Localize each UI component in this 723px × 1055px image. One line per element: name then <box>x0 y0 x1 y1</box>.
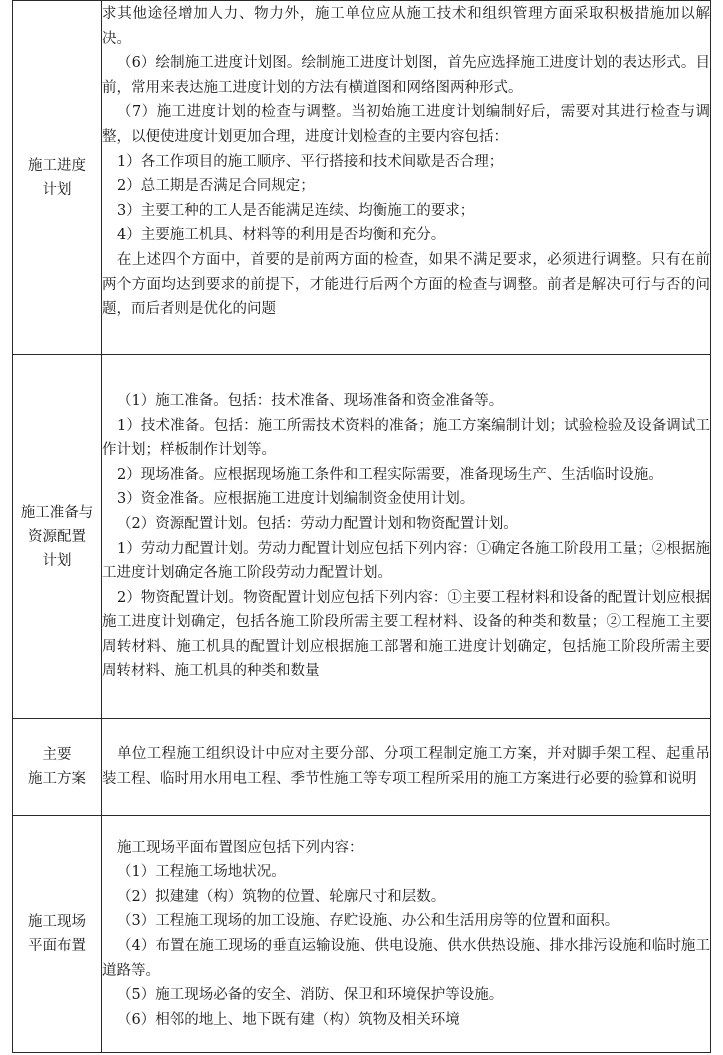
row-label <box>13 719 102 816</box>
content-paragraph: （2）拟建建（构）筑物的位置、轮廓尺寸和层数。 <box>117 888 446 905</box>
plan-content-table <box>12 0 711 1053</box>
content-paragraph: （7）施工进度计划的检查与调整。当初始施工进度计划编制好后，需要对其进行检查与调整，以便使进度计划更加合理，进度计划检查的主要内容包括： <box>102 104 710 145</box>
row-label <box>13 1 102 355</box>
content-paragraph: 2）现场准备。应根据现场施工条件和工程实际需要，准备现场生产、生活临时设施。 <box>117 466 663 483</box>
row-content <box>102 719 711 816</box>
content-paragraph: 1）技术准备。包括：施工所需技术资料的准备；施工方案编制计划；试验检验及设备调试工作计划；样板制作计划等。 <box>102 417 710 459</box>
content-paragraph: （1）施工准备。包括：技术准备、现场准备和资金准备等。 <box>117 392 504 409</box>
content-paragraph: （6）绘制施工进度计划图。绘制施工进度计划图，首先应选择施工进度计划的表达形式。目前，常用来表达施工进度计划的方法有横道图和网络图两种形式。 <box>102 55 710 96</box>
row-content <box>102 355 711 719</box>
content-paragraph: （6）相邻的地上、地下既有建（构）筑物及相关环境 <box>117 1011 460 1028</box>
content-paragraph: （1）工程施工场地状况。 <box>117 864 286 881</box>
content-paragraph: 2）物资配置计划。物资配置计划应包括下列内容：①主要工程材料和设备的配置计划应根据施工进度计划确定，包括各施工阶段所需主要工程材料、设备的种类和数量；②工程施工主要周转材料、施工机具的配置计划应根据施工部署和施工进度计划确定，包括施工阶段所需主要周转材料、施工机具的种类和数量 <box>102 589 710 680</box>
row-label <box>13 816 102 1053</box>
table-row-site-layout <box>13 816 711 1053</box>
content-paragraph: 求其他途径增加人力、物力外，施工单位应从施工技术和组织管理方面采取积极措施加以解决。 <box>102 6 710 47</box>
table-row-preparation <box>13 355 711 719</box>
row-label <box>13 355 102 719</box>
row-label-text: 施工准备与 资源配置 计划 <box>20 504 94 569</box>
content-paragraph: 3）主要工种的工人是否能满足连续、均衡施工的要求； <box>117 202 475 219</box>
content-paragraph: 3）资金准备。应根据施工进度计划编制资金使用计划。 <box>117 491 475 508</box>
content-paragraph: 施工现场平面布置图应包括下列内容： <box>117 839 364 856</box>
content-paragraph: 1）各工作项目的施工顺序、平行搭接和技术间歇是否合理； <box>117 153 504 170</box>
row-label-text: 主要 施工方案 <box>28 747 86 787</box>
row-content <box>102 1 711 355</box>
content-paragraph: （5）施工现场必备的安全、消防、保卫和环境保护等设施。 <box>117 987 504 1004</box>
content-paragraph: 1）劳动力配置计划。劳动力配置计划应包括下列内容：①确定各施工阶段用工量；②根据施工进度计划确定各施工阶段劳动力配置计划。 <box>102 540 710 582</box>
table-row-construction-scheme <box>13 719 711 816</box>
content-paragraph: 2）总工期是否满足合同规定； <box>117 178 315 195</box>
content-paragraph: （2）资源配置计划。包括：劳动力配置计划和物资配置计划。 <box>117 515 518 532</box>
content-paragraph: 单位工程施工组织设计中应对主要分部、分项工程制定施工方案，并对脚手架工程、起重吊装工程、临时用水用电工程、季节性施工等专项工程所采用的施工方案进行必要的验算和说明 <box>102 746 710 787</box>
row-label-text: 施工现场 平面布置 <box>28 914 86 954</box>
content-paragraph: （4）布置在施工现场的垂直运输设施、供电设施、供水供热设施、排水排污设施和临时施工道路等。 <box>102 938 710 979</box>
content-paragraph: （3）工程施工现场的加工设施、存贮设施、办公和生活用房等的位置和面积。 <box>117 913 620 930</box>
row-content <box>102 816 711 1053</box>
row-label-text: 施工进度 计划 <box>28 157 86 198</box>
content-paragraph: 在上述四个方面中，首要的是前两方面的检查，如果不满足要求，必须进行调整。只有在前两个方面均达到要求的前提下，才能进行后两个方面的检查与调整。前者是解决可行与否的问题，而后者则是优化的问题 <box>102 251 710 318</box>
content-paragraph: 4）主要施工机具、材料等的利用是否均衡和充分。 <box>117 227 446 244</box>
table-row-schedule <box>13 1 711 355</box>
